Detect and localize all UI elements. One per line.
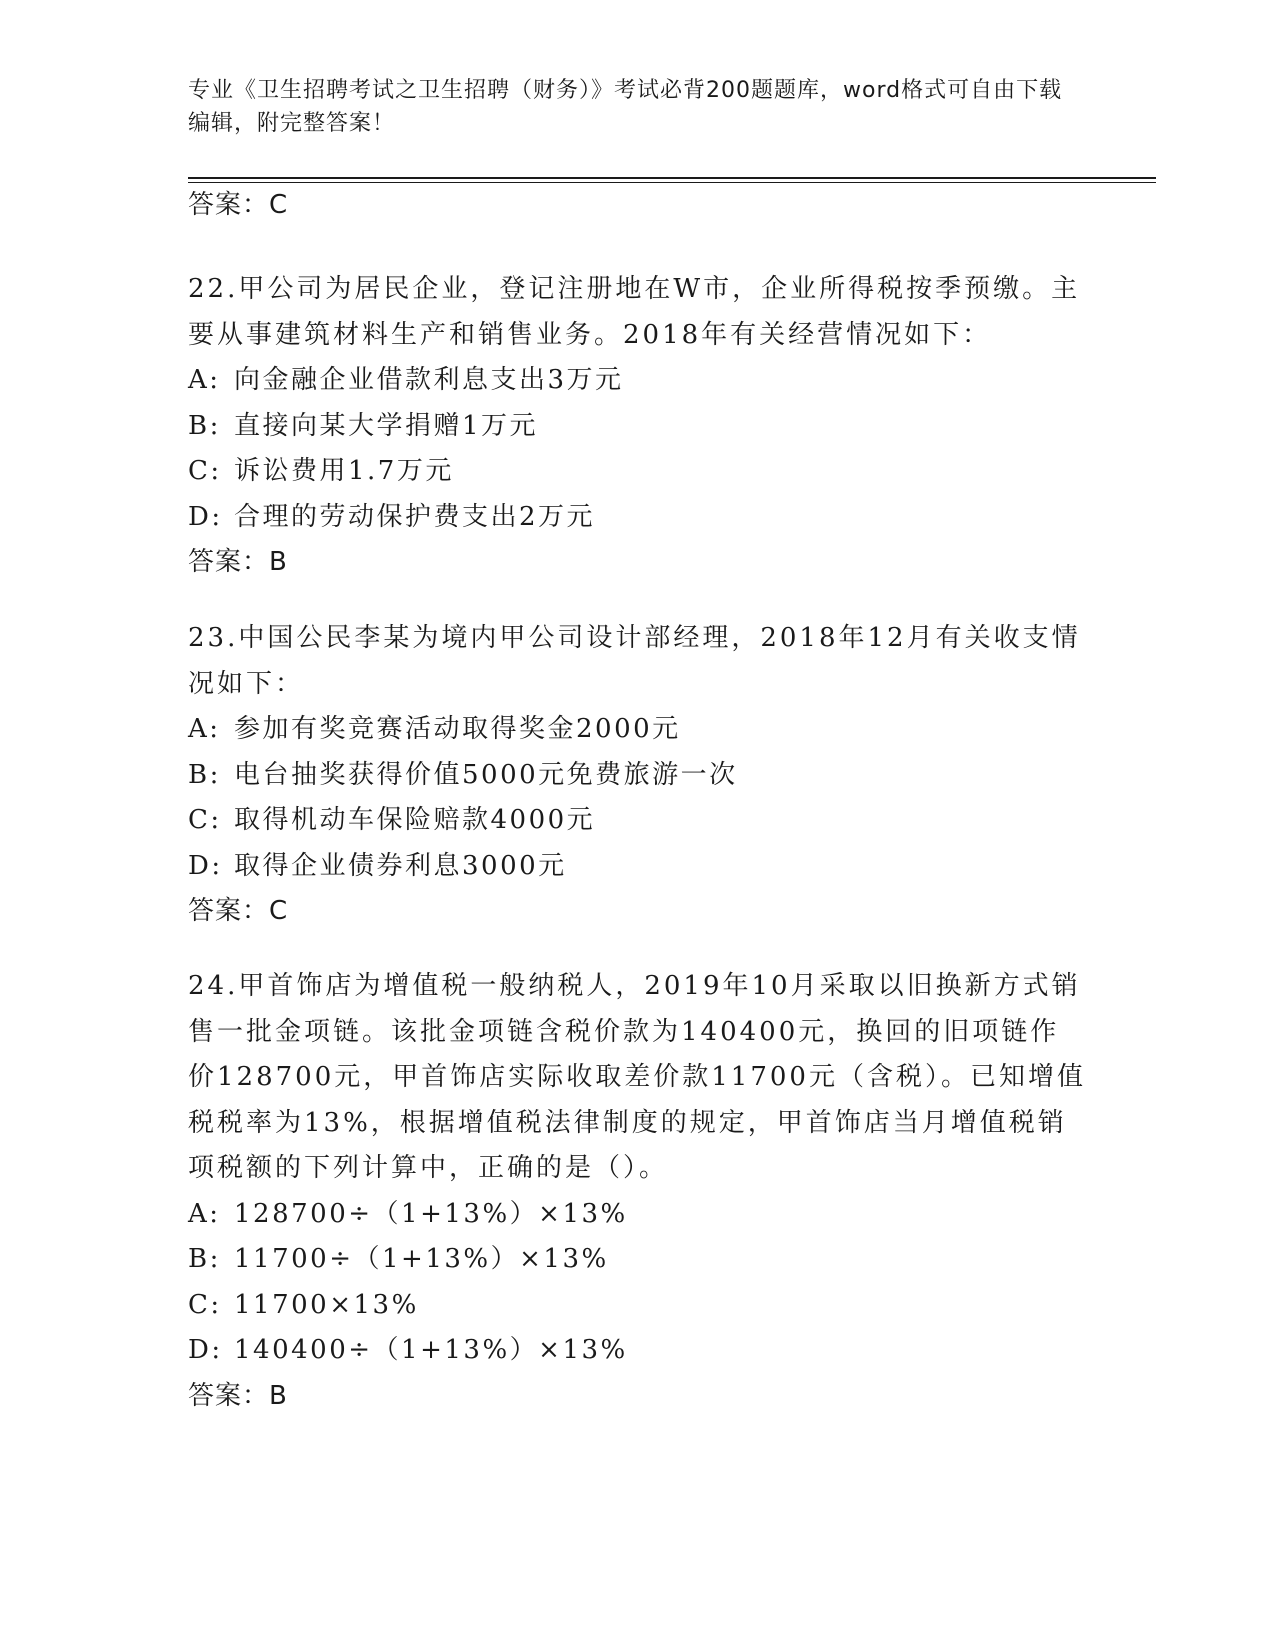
option-key: C: bbox=[188, 456, 222, 486]
option-key: A: bbox=[188, 714, 221, 744]
answer-label: 答案：C bbox=[188, 896, 289, 926]
option-b bbox=[188, 404, 1088, 450]
option-text: 合理的劳动保护费支出2万元 bbox=[234, 501, 596, 532]
option-key: C: bbox=[188, 805, 222, 835]
option-a bbox=[188, 358, 1088, 404]
option-text: 128700÷（1+13%）×13% bbox=[234, 1198, 628, 1229]
option-key: A: bbox=[188, 1198, 221, 1229]
option-c bbox=[188, 798, 1088, 844]
question-23 bbox=[188, 616, 1088, 935]
option-key: D: bbox=[188, 1335, 223, 1365]
option-text: 电台抽奖获得价值5000元免费旅游一次 bbox=[234, 759, 738, 790]
option-key: A: bbox=[188, 365, 221, 395]
question-stem: 22.甲公司为居民企业，登记注册地在W市，企业所得税按季预缴。主要从事建筑材料生产和销售业务。2018年有关经营情况如下： bbox=[188, 274, 1081, 350]
option-d bbox=[188, 495, 1088, 541]
option-text: 140400÷（1+13%）×13% bbox=[234, 1335, 628, 1365]
option-d bbox=[188, 844, 1088, 890]
option-key: D: bbox=[188, 501, 223, 532]
question-22 bbox=[188, 267, 1088, 586]
option-text: 参加有奖竞赛活动取得奖金2000元 bbox=[234, 714, 681, 744]
option-b bbox=[188, 1237, 1088, 1283]
option-text: 诉讼费用1.7万元 bbox=[234, 456, 454, 486]
option-key: B: bbox=[188, 410, 221, 441]
option-text: 直接向某大学捐赠1万元 bbox=[234, 410, 539, 441]
option-d bbox=[188, 1328, 1088, 1374]
answer-label-21: 答案：C bbox=[188, 190, 289, 220]
option-a bbox=[188, 707, 1088, 753]
option-key: B: bbox=[188, 1244, 221, 1274]
option-c bbox=[188, 1283, 1088, 1329]
document-header-note: 专业《卫生招聘考试之卫生招聘（财务）》考试必背200题题库，word格式可自由下载编辑，附完整答案！ bbox=[188, 78, 1063, 136]
answer-label: 答案：B bbox=[188, 1380, 288, 1411]
answer-label: 答案：B bbox=[188, 547, 288, 577]
header-divider-thick bbox=[188, 177, 1156, 179]
option-text: 11700÷（1+13%）×13% bbox=[234, 1244, 609, 1274]
option-key: D: bbox=[188, 850, 223, 881]
option-key: B: bbox=[188, 759, 221, 790]
option-text: 11700×13% bbox=[234, 1289, 419, 1320]
option-c bbox=[188, 449, 1088, 495]
header-divider-thin bbox=[188, 182, 1156, 183]
option-text: 取得机动车保险赔款4000元 bbox=[234, 805, 596, 835]
question-24 bbox=[188, 964, 1088, 1419]
option-a bbox=[188, 1192, 1088, 1238]
question-stem: 23.中国公民李某为境内甲公司设计部经理，2018年12月有关收支情况如下： bbox=[188, 623, 1081, 699]
option-text: 向金融企业借款利息支出3万元 bbox=[234, 365, 624, 395]
option-b bbox=[188, 753, 1088, 799]
option-text: 取得企业债券利息3000元 bbox=[234, 850, 567, 881]
question-stem: 24.甲首饰店为增值税一般纳税人，2019年10月采取以旧换新方式销售一批金项链。该批金项链含税价款为140400元，换回的旧项链作价128700元，甲首饰店实际收取差价款11700元（含税）。已知增值税税率为13%，根据增值税法律制度的规定，甲首饰店当月增值税销项税额的下列计算中，正确的是（）。 bbox=[188, 971, 1086, 1183]
option-key: C: bbox=[188, 1289, 222, 1320]
